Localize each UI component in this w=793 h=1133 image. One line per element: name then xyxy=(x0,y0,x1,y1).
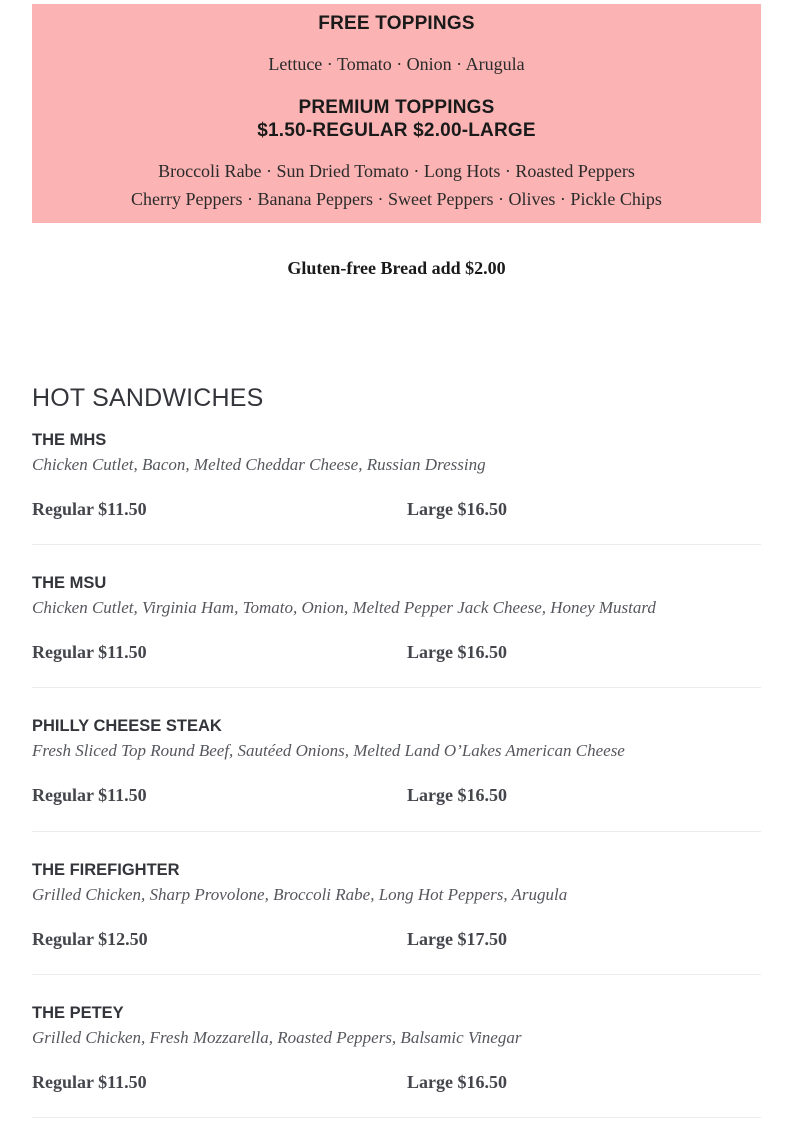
item-name: THE FIREFIGHTER xyxy=(32,861,180,879)
item-divider xyxy=(32,831,761,832)
free-toppings-list: Lettuce · Tomato · Onion · Arugula xyxy=(268,54,525,74)
premium-toppings-heading: PREMIUM TOPPINGS xyxy=(298,97,495,118)
menu-item xyxy=(32,861,761,1004)
price-large: Large $16.50 xyxy=(407,785,507,805)
price-regular: Regular $11.50 xyxy=(32,1072,147,1092)
price-large: Large $17.50 xyxy=(407,929,507,949)
item-name: THE MHS xyxy=(32,431,107,449)
toppings-box xyxy=(32,4,761,223)
item-description: Grilled Chicken, Sharp Provolone, Broccoli Rabe, Long Hot Peppers, Arugula xyxy=(32,885,568,904)
item-divider xyxy=(32,1117,761,1118)
menu-item xyxy=(32,574,761,717)
menu-item xyxy=(32,431,761,574)
menu-item xyxy=(32,717,761,860)
item-divider xyxy=(32,544,761,545)
price-large: Large $16.50 xyxy=(407,642,507,662)
price-large: Large $16.50 xyxy=(407,1072,507,1092)
premium-toppings-list-line2: Cherry Peppers · Banana Peppers · Sweet Peppers · Olives · Pickle Chips xyxy=(131,189,662,209)
item-description: Chicken Cutlet, Bacon, Melted Cheddar Cheese, Russian Dressing xyxy=(32,455,486,474)
item-description: Chicken Cutlet, Virginia Ham, Tomato, Onion, Melted Pepper Jack Cheese, Honey Mustard xyxy=(32,598,656,617)
item-name: THE PETEY xyxy=(32,1004,124,1022)
menu-item xyxy=(32,1004,761,1133)
premium-toppings-prices: $1.50-REGULAR $2.00-LARGE xyxy=(257,120,536,141)
section-title-hot-sandwiches: HOT SANDWICHES xyxy=(32,384,264,412)
price-regular: Regular $11.50 xyxy=(32,785,147,805)
premium-toppings-list-line1: Broccoli Rabe · Sun Dried Tomato · Long Hots · Roasted Peppers xyxy=(158,161,635,181)
item-name: PHILLY CHEESE STEAK xyxy=(32,717,222,735)
price-regular: Regular $11.50 xyxy=(32,642,147,662)
price-regular: Regular $12.50 xyxy=(32,929,148,949)
price-regular: Regular $11.50 xyxy=(32,499,147,519)
item-description: Grilled Chicken, Fresh Mozzarella, Roasted Peppers, Balsamic Vinegar xyxy=(32,1028,522,1047)
item-description: Fresh Sliced Top Round Beef, Sautéed Onions, Melted Land O’Lakes American Cheese xyxy=(32,741,625,760)
item-divider xyxy=(32,974,761,975)
item-divider xyxy=(32,687,761,688)
item-name: THE MSU xyxy=(32,574,107,592)
price-large: Large $16.50 xyxy=(407,499,507,519)
free-toppings-heading: FREE TOPPINGS xyxy=(318,13,475,34)
gluten-free-note: Gluten-free Bread add $2.00 xyxy=(287,258,506,278)
